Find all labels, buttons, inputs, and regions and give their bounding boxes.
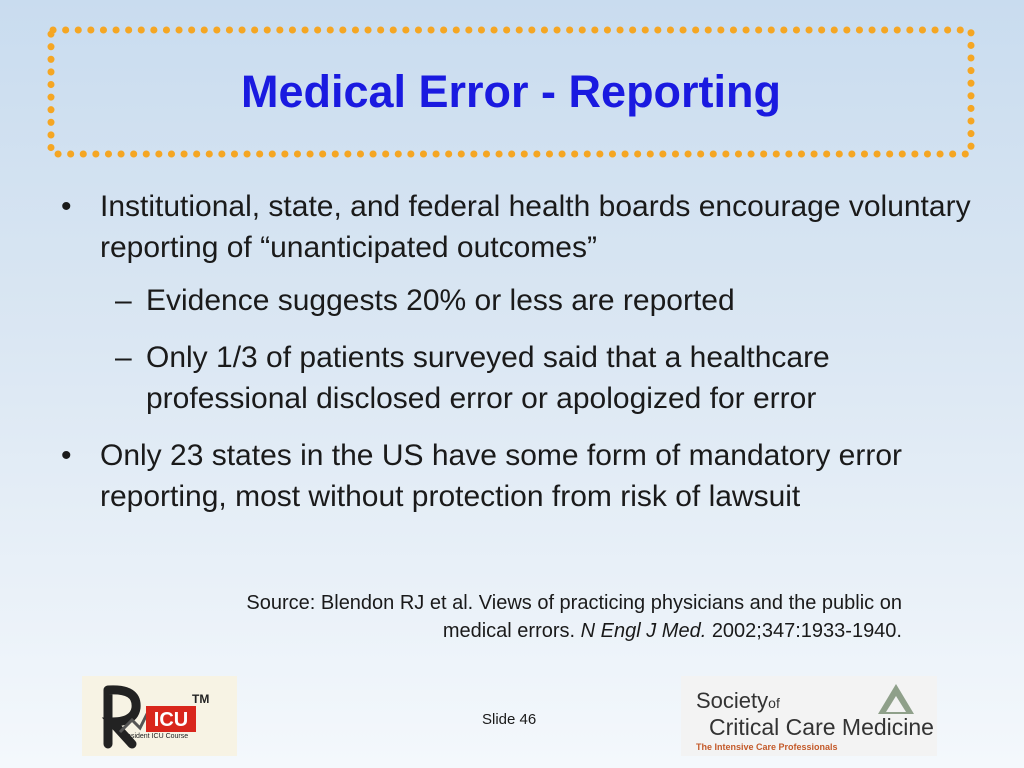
bullet-1-text: Institutional, state, and federal health boards encourage voluntary reporting of “unanticipated outcomes”	[100, 190, 971, 264]
source-journal: N Engl J Med.	[580, 620, 707, 642]
bullet-mark: •	[61, 190, 72, 223]
sub-bullet-2-text: Only 1/3 of patients surveyed said that a healthcare professional disclosed error or apologized for error	[146, 341, 830, 415]
bullet-1	[55, 186, 975, 268]
slide-number: Slide 46	[482, 711, 537, 728]
icu-tm: TM	[192, 692, 210, 706]
bullet-2-text: Only 23 states in the US have some form of mandatory error reporting, most without protection from risk of lawsuit	[100, 439, 903, 513]
svg-text:ICU: ICU	[153, 709, 189, 731]
title-frame	[47, 26, 975, 158]
sccm-name: Critical Care Medicine	[709, 714, 934, 740]
source-citation	[200, 589, 902, 645]
bullet-2	[55, 435, 975, 517]
sub-bullet-1-text: Evidence suggests 20% or less are reported	[146, 284, 735, 317]
icu-subtitle: Resident ICU Course	[122, 733, 189, 740]
sccm-tagline: The Intensive Care Professionals	[696, 742, 838, 752]
icu-r-icon	[90, 682, 200, 752]
source-prefix: Source: Blendon RJ et al. Views of practicing physicians and the public on medical errors.	[246, 592, 902, 642]
slide-title: Medical Error - Reporting	[240, 66, 782, 117]
dash-mark: –	[115, 284, 132, 317]
source-citation-numbers: 2002;347:1933-1940.	[711, 620, 902, 642]
sub-bullet-2	[55, 337, 975, 419]
dash-mark: –	[115, 341, 132, 374]
bullet-mark: •	[61, 439, 72, 472]
sccm-society-text: Societyof	[696, 688, 780, 713]
icu-logo	[82, 676, 237, 756]
sccm-logo	[681, 676, 937, 756]
bullet-list	[55, 186, 975, 517]
sub-bullet-1	[55, 280, 975, 321]
sccm-triangle-icon	[876, 682, 916, 716]
